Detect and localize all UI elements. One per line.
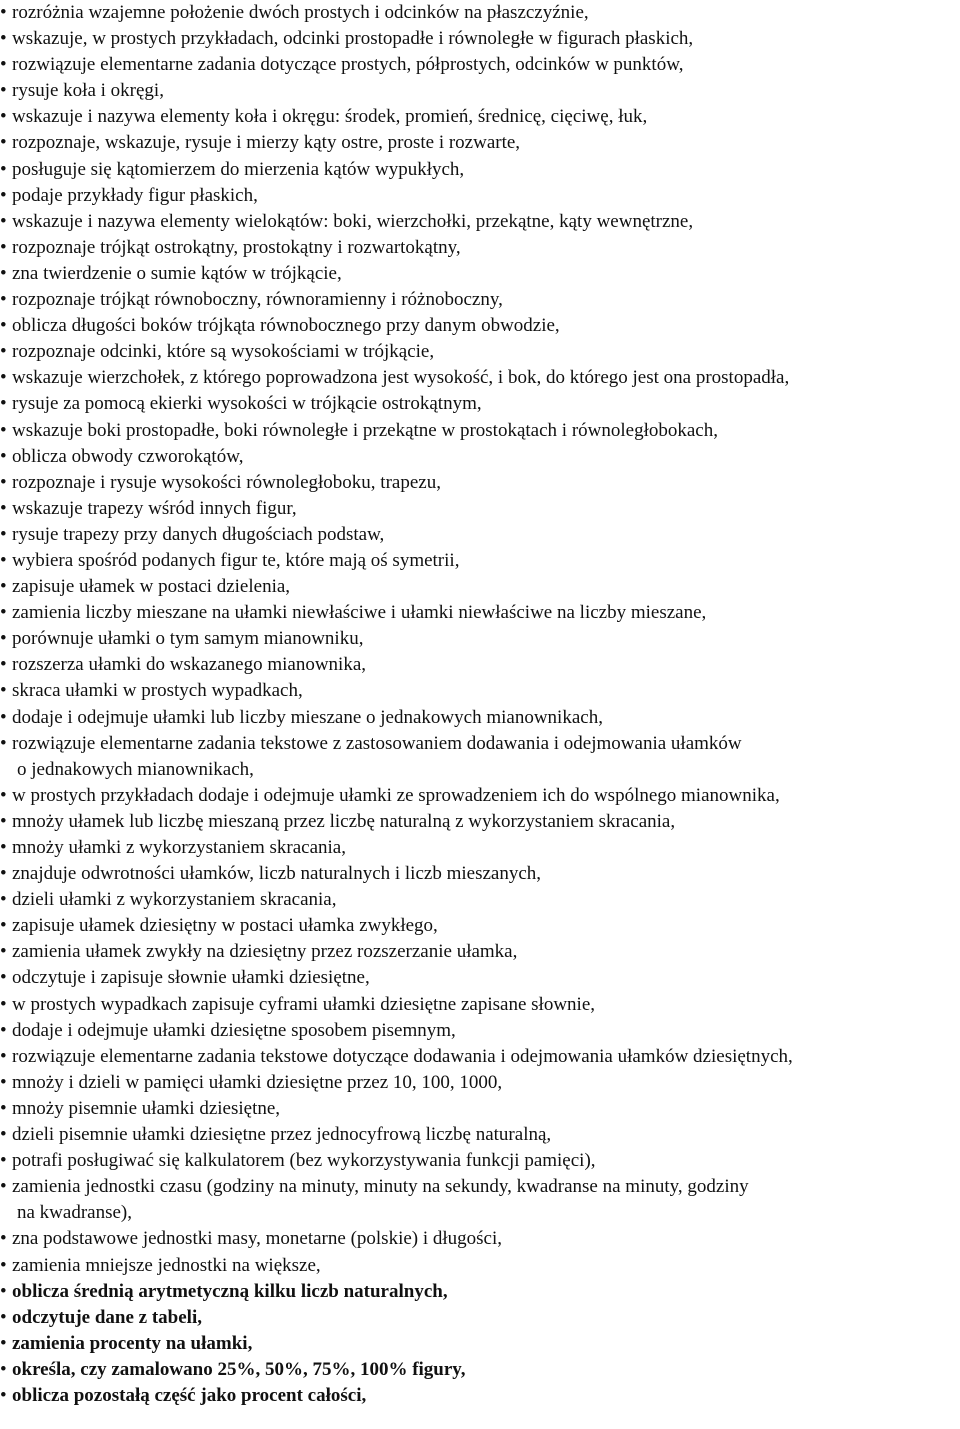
list-item-text: skraca ułamki w prostych wypadkach, xyxy=(12,680,303,702)
bullet-icon: • xyxy=(0,628,7,650)
list-item-text: wskazuje i nazywa elementy koła i okręgu: środek, promień, średnicę, cięciwę, łuk, xyxy=(12,106,648,128)
bullet-icon: • xyxy=(0,210,7,232)
list-item xyxy=(0,78,960,104)
list-item xyxy=(0,1174,960,1226)
bullet-icon: • xyxy=(0,863,7,885)
bullet-icon: • xyxy=(0,732,7,754)
list-item xyxy=(0,913,960,939)
list-item-text: w prostych przykładach dodaje i odejmuje ułamki ze sprowadzeniem ich do wspólnego mianownika, xyxy=(12,784,780,806)
list-item-text: mnoży i dzieli w pamięci ułamki dziesiętne przez 10, 100, 1000, xyxy=(12,1071,503,1093)
list-item-text: zamienia mniejsze jednostki na większe, xyxy=(12,1254,321,1276)
list-item xyxy=(0,1331,960,1357)
list-item-text: mnoży ułamek lub liczbę mieszaną przez liczbę naturalną z wykorzystaniem skracania, xyxy=(12,810,676,832)
list-item-text: potrafi posługiwać się kalkulatorem (bez wykorzystywania funkcji pamięci), xyxy=(12,1150,596,1172)
list-item-text: podaje przykłady figur płaskich, xyxy=(12,184,258,206)
list-item-text-continuation: na kwadranse), xyxy=(17,1202,133,1224)
list-item xyxy=(0,1044,960,1070)
list-item-text: dodaje i odejmuje ułamki lub liczby mieszane o jednakowych mianownikach, xyxy=(12,706,603,728)
list-item xyxy=(0,548,960,574)
list-item xyxy=(0,1018,960,1044)
list-item xyxy=(0,104,960,130)
list-item xyxy=(0,470,960,496)
bullet-icon: • xyxy=(0,393,7,415)
list-item-text: wskazuje boki prostopadłe, boki równoległe i przekątne w prostokątach i równoległobokach, xyxy=(12,419,718,441)
bullet-icon: • xyxy=(0,1306,7,1328)
bullet-icon: • xyxy=(0,1124,7,1146)
list-item-text: posługuje się kątomierzem do mierzenia kątów wypukłych, xyxy=(12,158,465,180)
bullet-icon: • xyxy=(0,315,7,337)
list-item-text: wskazuje trapezy wśród innych figur, xyxy=(12,497,297,519)
list-item xyxy=(0,1357,960,1383)
list-item-text: wskazuje i nazywa elementy wielokątów: boki, wierzchołki, przekątne, kąty wewnętrzne, xyxy=(12,210,694,232)
list-item xyxy=(0,26,960,52)
list-item-text: rozwiązuje elementarne zadania tekstowe z zastosowaniem dodawania i odejmowania ułamków xyxy=(12,732,742,754)
list-item-text: rozszerza ułamki do wskazanego mianownika, xyxy=(12,654,367,676)
bullet-icon: • xyxy=(0,106,7,128)
list-item-text: wskazuje wierzchołek, z którego poprowadzona jest wysokość, i bok, do którego jest ona prostopadła, xyxy=(12,367,790,389)
list-item xyxy=(0,887,960,913)
bullet-icon: • xyxy=(0,2,7,23)
list-item xyxy=(0,1148,960,1174)
bullet-icon: • xyxy=(0,132,7,154)
list-item-text: zamienia liczby mieszane na ułamki niewłaściwe i ułamki niewłaściwe na liczby mieszane, xyxy=(12,602,707,624)
list-item xyxy=(0,1226,960,1252)
list-item xyxy=(0,157,960,183)
bullet-icon: • xyxy=(0,28,7,50)
list-item xyxy=(0,0,960,26)
bullet-icon: • xyxy=(0,915,7,937)
list-item xyxy=(0,522,960,548)
list-item xyxy=(0,130,960,156)
bullet-icon: • xyxy=(0,54,7,76)
bullet-icon: • xyxy=(0,993,7,1015)
list-item-text: określa, czy zamalowano 25%, 50%, 75%, 100% figury, xyxy=(12,1358,466,1380)
list-item xyxy=(0,1383,960,1409)
bullet-icon: • xyxy=(0,158,7,180)
bullet-icon: • xyxy=(0,341,7,363)
bullet-icon: • xyxy=(0,706,7,728)
list-item xyxy=(0,939,960,965)
list-item xyxy=(0,705,960,731)
list-item xyxy=(0,287,960,313)
bullet-icon: • xyxy=(0,1097,7,1119)
list-item xyxy=(0,965,960,991)
bullet-icon: • xyxy=(0,184,7,206)
list-item xyxy=(0,652,960,678)
list-item-text: zapisuje ułamek w postaci dzielenia, xyxy=(12,576,291,598)
bullet-icon: • xyxy=(0,549,7,571)
list-item-text: zna twierdzenie o sumie kątów w trójkącie, xyxy=(12,262,342,284)
list-item-text: dzieli ułamki z wykorzystaniem skracania, xyxy=(12,889,337,911)
bullet-icon: • xyxy=(0,680,7,702)
list-item xyxy=(0,444,960,470)
bullet-icon: • xyxy=(0,236,7,258)
list-item-text: rozpoznaje, wskazuje, rysuje i mierzy kąty ostre, proste i rozwarte, xyxy=(12,132,521,154)
list-item-text: rozróżnia wzajemne położenie dwóch prostych i odcinków na płaszczyźnie, xyxy=(12,2,589,23)
bullet-icon: • xyxy=(0,419,7,441)
list-item-text-continuation: o jednakowych mianownikach, xyxy=(17,758,254,780)
list-item xyxy=(0,1070,960,1096)
list-item xyxy=(0,1253,960,1279)
bullet-icon: • xyxy=(0,810,7,832)
list-item xyxy=(0,574,960,600)
bullet-icon: • xyxy=(0,941,7,963)
list-item xyxy=(0,1279,960,1305)
list-item-text: oblicza długości boków trójkąta równobocznego przy danym obwodzie, xyxy=(12,315,560,337)
list-item xyxy=(0,418,960,444)
list-item xyxy=(0,678,960,704)
list-item-text: rozpoznaje i rysuje wysokości równoległoboku, trapezu, xyxy=(12,471,441,493)
list-item xyxy=(0,1305,960,1331)
bullet-icon: • xyxy=(0,889,7,911)
bullet-icon: • xyxy=(0,1254,7,1276)
bullet-icon: • xyxy=(0,1071,7,1093)
list-item xyxy=(0,313,960,339)
list-item-text: zna podstawowe jednostki masy, monetarne (polskie) i długości, xyxy=(12,1228,503,1250)
list-item-text: oblicza obwody czworokątów, xyxy=(12,445,244,467)
list-item-text: rysuje koła i okręgi, xyxy=(12,80,164,102)
list-item-text: oblicza średnią arytmetyczną kilku liczb naturalnych, xyxy=(12,1280,448,1302)
list-item-text: wybiera spośród podanych figur te, które mają oś symetrii, xyxy=(12,549,460,571)
list-item xyxy=(0,783,960,809)
list-item xyxy=(0,52,960,78)
list-item-text: zamienia jednostki czasu (godziny na minuty, minuty na sekundy, kwadranse na minuty, godziny xyxy=(12,1176,749,1198)
bullet-icon: • xyxy=(0,1384,7,1406)
bullet-icon: • xyxy=(0,576,7,598)
list-item xyxy=(0,209,960,235)
bullet-icon: • xyxy=(0,1176,7,1198)
list-item-text: zapisuje ułamek dziesiętny w postaci ułamka zwykłego, xyxy=(12,915,438,937)
bullet-icon: • xyxy=(0,1019,7,1041)
list-item-text: rozwiązuje elementarne zadania dotyczące prostych, półprostych, odcinków w punktów, xyxy=(12,54,684,76)
bullet-icon: • xyxy=(0,1045,7,1067)
list-item xyxy=(0,861,960,887)
list-item xyxy=(0,626,960,652)
list-item-text: rysuje za pomocą ekierki wysokości w trójkącie ostrokątnym, xyxy=(12,393,482,415)
list-item-text: dodaje i odejmuje ułamki dziesiętne sposobem pisemnym, xyxy=(12,1019,456,1041)
list-item xyxy=(0,1096,960,1122)
list-item-text: wskazuje, w prostych przykładach, odcinki prostopadłe i równoległe w figurach płaskich, xyxy=(12,28,694,50)
bullet-icon: • xyxy=(0,1280,7,1302)
bullet-icon: • xyxy=(0,289,7,311)
list-item-text: rozpoznaje trójkąt ostrokątny, prostokątny i rozwartokątny, xyxy=(12,236,461,258)
list-item-text: odczytuje i zapisuje słownie ułamki dziesiętne, xyxy=(12,967,370,989)
list-item xyxy=(0,339,960,365)
bullet-icon: • xyxy=(0,262,7,284)
list-item xyxy=(0,992,960,1018)
bullet-icon: • xyxy=(0,471,7,493)
list-item xyxy=(0,731,960,783)
bullet-icon: • xyxy=(0,967,7,989)
list-item xyxy=(0,496,960,522)
list-item xyxy=(0,261,960,287)
bullet-icon: • xyxy=(0,367,7,389)
list-item-text: rysuje trapezy przy danych długościach podstaw, xyxy=(12,523,385,545)
bullet-icon: • xyxy=(0,523,7,545)
bullet-icon: • xyxy=(0,784,7,806)
list-item-text: mnoży ułamki z wykorzystaniem skracania, xyxy=(12,837,346,858)
bullet-icon: • xyxy=(0,80,7,102)
bullet-icon: • xyxy=(0,1228,7,1250)
list-item-text: rozwiązuje elementarne zadania tekstowe dotyczące dodawania i odejmowania ułamków dziesiętnych, xyxy=(12,1045,793,1067)
bullet-icon: • xyxy=(0,837,7,858)
list-item xyxy=(0,235,960,261)
list-item-text: rozpoznaje odcinki, które są wysokościami w trójkącie, xyxy=(12,341,435,363)
list-item-text: rozpoznaje trójkąt równoboczny, równoramienny i różnoboczny, xyxy=(12,289,503,311)
list-item-text: zamienia ułamek zwykły na dziesiętny przez rozszerzanie ułamka, xyxy=(12,941,518,963)
list-item-text: odczytuje dane z tabeli, xyxy=(12,1306,202,1328)
list-item-text: oblicza pozostałą część jako procent całości, xyxy=(12,1384,367,1406)
bullet-icon: • xyxy=(0,1332,7,1354)
list-item xyxy=(0,183,960,209)
list-item xyxy=(0,1122,960,1148)
list-item xyxy=(0,809,960,835)
list-item-text: mnoży pisemnie ułamki dziesiętne, xyxy=(12,1097,281,1119)
bullet-icon: • xyxy=(0,1150,7,1172)
list-item-text: dzieli pisemnie ułamki dziesiętne przez jednocyfrową liczbę naturalną, xyxy=(12,1124,552,1146)
list-item-text: znajduje odwrotności ułamków, liczb naturalnych i liczb mieszanych, xyxy=(12,863,542,885)
bullet-icon: • xyxy=(0,445,7,467)
list-item-text: zamienia procenty na ułamki, xyxy=(12,1332,253,1354)
bullet-icon: • xyxy=(0,654,7,676)
bullet-icon: • xyxy=(0,1358,7,1380)
list-item-text: w prostych wypadkach zapisuje cyframi ułamki dziesiętne zapisane słownie, xyxy=(12,993,595,1015)
bullet-icon: • xyxy=(0,497,7,519)
list-item-text: porównuje ułamki o tym samym mianowniku, xyxy=(12,628,364,650)
list-item xyxy=(0,365,960,391)
bullet-icon: • xyxy=(0,602,7,624)
list-item xyxy=(0,835,960,861)
list-item xyxy=(0,391,960,417)
list-item xyxy=(0,600,960,626)
